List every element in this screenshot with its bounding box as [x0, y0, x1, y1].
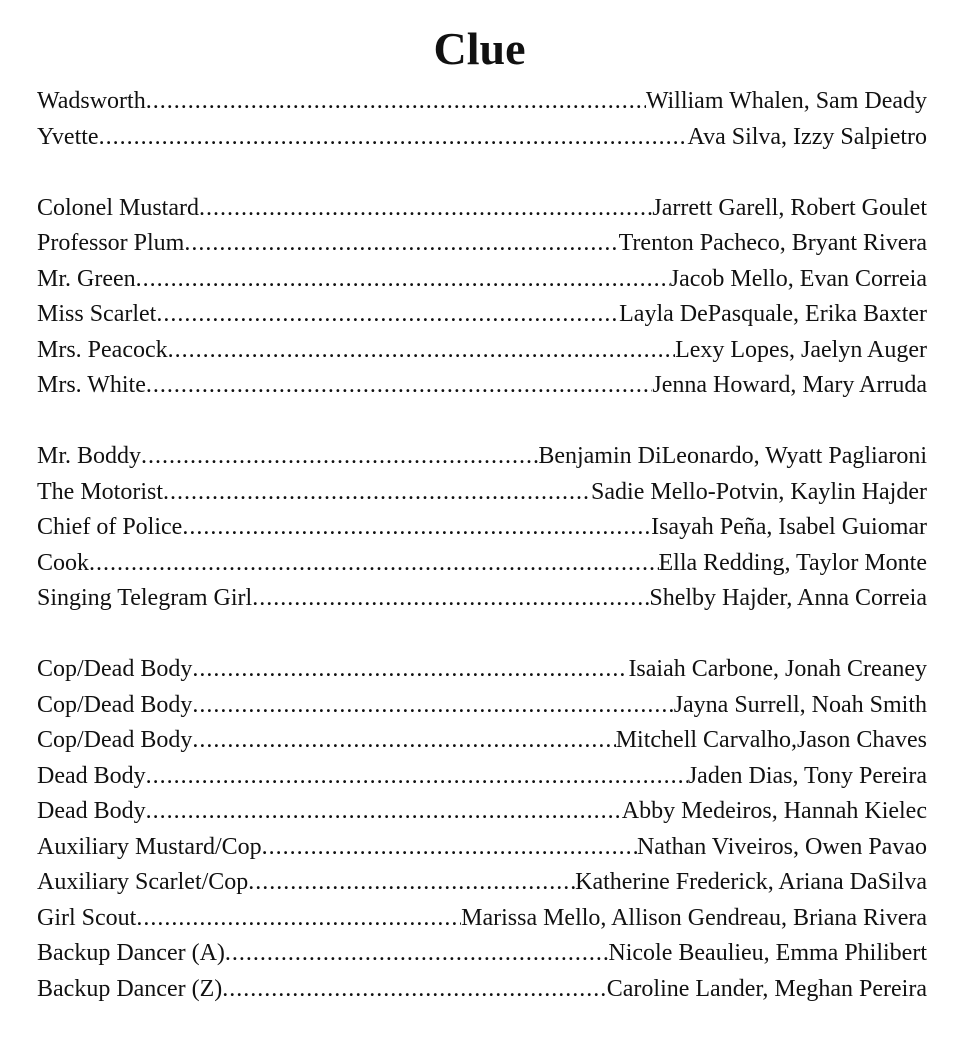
cast-row — [37, 510, 927, 546]
cast-group-supporting — [37, 439, 927, 617]
dot-leader — [192, 652, 628, 688]
cast-row — [37, 120, 927, 156]
actor-names: Shelby Hajder, Anna Correia — [649, 585, 927, 611]
dot-leader — [146, 794, 622, 830]
actor-names: Nathan Viveiros, Owen Pavao — [636, 833, 927, 860]
cast-row — [37, 581, 927, 617]
dot-leader — [248, 865, 575, 901]
role-name: Mrs. Peacock — [37, 336, 168, 363]
actor-names: Abby Medeiros, Hannah Kielec — [621, 798, 927, 824]
actor-names: Jacob Mello, Evan Correia — [669, 265, 927, 292]
cast-group-suspects — [37, 191, 927, 404]
actor-names: Marissa Mello, Allison Gendreau, Briana Rivera — [461, 904, 927, 931]
dot-leader — [184, 226, 618, 262]
cast-row — [37, 652, 927, 688]
dot-leader — [156, 297, 619, 333]
actor-names: Katherine Frederick, Ariana DaSilva — [575, 869, 927, 895]
role-name: Singing Telegram Girl — [37, 585, 253, 611]
role-name: Mr. Green — [37, 265, 136, 292]
cast-row — [37, 688, 927, 724]
role-name: Backup Dancer (A) — [37, 940, 225, 966]
dot-leader — [146, 368, 653, 404]
dot-leader — [141, 439, 538, 475]
cast-row — [37, 262, 927, 298]
actor-names: Jarrett Garell, Robert Goulet — [652, 194, 927, 221]
actor-names: Sadie Mello-Potvin, Kaylin Hajder — [591, 478, 927, 505]
dot-leader — [168, 333, 675, 369]
cast-row — [37, 191, 927, 227]
cast-row — [37, 759, 927, 795]
actor-names: Layla DePasquale, Erika Baxter — [619, 301, 927, 327]
actor-names: Ella Redding, Taylor Monte — [658, 549, 927, 576]
dot-leader — [136, 262, 670, 298]
actor-names: William Whalen, Sam Deady — [645, 88, 927, 114]
cast-row — [37, 475, 927, 511]
dot-leader — [89, 546, 658, 582]
role-name: Wadsworth — [37, 88, 146, 114]
cast-row — [37, 865, 927, 901]
role-name: Girl Scout — [37, 904, 137, 931]
cast-row — [37, 546, 927, 582]
role-name: Colonel Mustard — [37, 194, 199, 221]
dot-leader — [192, 723, 615, 759]
actor-names: Lexy Lopes, Jaelyn Auger — [675, 336, 927, 363]
role-name: Yvette — [37, 123, 99, 150]
role-name: Backup Dancer (Z) — [37, 975, 223, 1002]
dot-leader — [225, 936, 608, 972]
role-name: Cop/Dead Body — [37, 691, 193, 718]
actor-names: Jaden Dias, Tony Pereira — [687, 762, 927, 789]
role-name: Cook — [37, 549, 90, 576]
cast-row — [37, 439, 927, 475]
dot-leader — [222, 972, 607, 1008]
actor-names: Caroline Lander, Meghan Pereira — [606, 975, 927, 1002]
role-name: Cop/Dead Body — [37, 727, 193, 753]
role-name: Cop/Dead Body — [37, 656, 193, 682]
actor-names: Ava Silva, Izzy Salpietro — [687, 123, 927, 150]
actor-names: Benjamin DiLeonardo, Wyatt Pagliaroni — [538, 443, 927, 469]
dot-leader — [199, 191, 652, 227]
cast-row — [37, 84, 927, 120]
role-name: The Motorist — [37, 478, 163, 505]
role-name: Miss Scarlet — [37, 301, 157, 327]
cast-row — [37, 723, 927, 759]
page-title: Clue — [433, 23, 526, 74]
cast-list — [37, 84, 927, 1043]
cast-row — [37, 333, 927, 369]
actor-names: Jayna Surrell, Noah Smith — [673, 691, 927, 718]
actor-names: Nicole Beaulieu, Emma Philibert — [608, 940, 927, 966]
dot-leader — [182, 510, 651, 546]
dot-leader — [136, 901, 461, 937]
cast-row — [37, 936, 927, 972]
actor-names: Jenna Howard, Mary Arruda — [652, 372, 927, 398]
role-name: Dead Body — [37, 798, 146, 824]
actor-names: Isayah Peña, Isabel Guiomar — [651, 514, 927, 540]
cast-row — [37, 226, 927, 262]
cast-row — [37, 297, 927, 333]
cast-row — [37, 830, 927, 866]
role-name: Dead Body — [37, 762, 146, 789]
role-name: Mr. Boddy — [37, 443, 142, 469]
actor-names: Mitchell Carvalho,Jason Chaves — [615, 727, 927, 753]
cast-row — [37, 368, 927, 404]
role-name: Auxiliary Mustard/Cop — [37, 833, 262, 860]
actor-names: Isaiah Carbone, Jonah Creaney — [628, 656, 927, 682]
dot-leader — [262, 830, 637, 866]
actor-names: Trenton Pacheco, Bryant Rivera — [618, 230, 927, 256]
role-name: Chief of Police — [37, 514, 183, 540]
dot-leader — [146, 759, 688, 795]
cast-group-leads — [37, 84, 927, 155]
dot-leader — [192, 688, 673, 724]
dot-leader — [252, 581, 649, 617]
cast-row — [37, 794, 927, 830]
role-name: Mrs. White — [37, 372, 146, 398]
cast-row — [37, 972, 927, 1008]
cast-group-ensemble — [37, 652, 927, 1007]
role-name: Auxiliary Scarlet/Cop — [37, 869, 249, 895]
role-name: Professor Plum — [37, 230, 185, 256]
dot-leader — [146, 84, 646, 120]
dot-leader — [163, 475, 591, 511]
dot-leader — [99, 120, 688, 156]
cast-row — [37, 901, 927, 937]
